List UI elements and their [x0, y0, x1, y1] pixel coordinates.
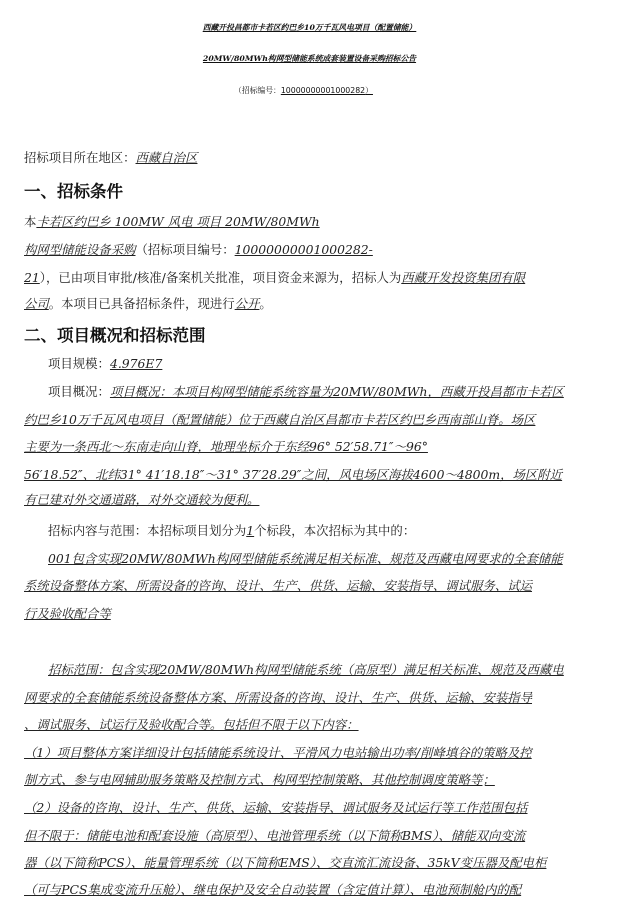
scope-item-2a: （2）设备的咨询、设计、生产、供货、运输、安装指导、调试服务及试运行等工作范围包括 [24, 800, 528, 815]
section1-heading: 一、招标条件 [24, 182, 123, 201]
cond-text: 。 [259, 296, 272, 311]
overview-line-2: 约巴乡10万千瓦风电项目（配置储能）位于西藏自治区昌都市卡若区约巴乡西南部山脊。场区 [24, 412, 536, 427]
cond-line-2 [24, 240, 373, 260]
region-value: 西藏自治区 [135, 150, 198, 165]
bid-method: 公开 [234, 296, 260, 311]
bid-section-line-3: 行及验收配合等 [24, 606, 111, 621]
bid-number-suffix: ） [365, 86, 373, 95]
overview-text: 项目概况：本项目构网型储能系统容量为20MW/80MWh，西藏开投昌都市卡若区 [109, 384, 564, 399]
overview-line-5: 有已建对外交通道路，对外交通较为便利。 [24, 492, 260, 507]
scope-line-3: 、调试服务、试运行及验收配合等。包括但不限于以下内容： [24, 717, 359, 732]
cond-text: 本 [24, 214, 37, 229]
tenderer-name: 西藏开发投资集团有限 [401, 270, 526, 285]
title-line-1: 西藏开投昌都市卡若区约巴乡10万千瓦风电项目（配置储能） [202, 23, 417, 32]
bid-section-line-1: 001包含实现20MW/80MWh构网型储能系统满足相关标准、规范及西藏电网要求的全套储能 [48, 551, 563, 566]
scope-item-2c: 器（以下简称PCS）、能量管理系统（以下简称EMS）、交直流汇流设备、35kV变压器及配电柜 [24, 855, 547, 870]
cond-text: （招标项目编号： [135, 242, 235, 257]
scope-line-2: 网要求的全套储能系统设备整体方案、所需设备的咨询、设计、生产、供货、运输、安装指导 [24, 690, 533, 705]
title-line-2: 20MW/80MWh构网型储能系统成套装置设备采购招标公告 [202, 54, 417, 63]
cond-line-3 [24, 268, 525, 288]
project-name: 卡若区约巴乡 100MW 风电 项目 20MW/80MWh [36, 214, 320, 229]
scope-item-2b: 但不限于：储能电池和配套设施（高原型）、电池管理系统（以下简称BMS）、储能双向变流 [24, 828, 526, 843]
scope-item-1b: 制方式、参与电网辅助服务策略及控制方式、构网型控制策略、其他控制调度策略等； [24, 772, 495, 787]
region-label: 招标项目所在地区： [24, 150, 136, 165]
overview-line-4: 56′18.52″、北纬31° 41′18.18″～31° 37′28.29″之间，风电场区海拔4600～4800m，场区附近 [24, 467, 563, 482]
cond-text: 。本项目已具备招标条件，现进行 [48, 296, 235, 311]
overview-label: 项目概况： [48, 384, 110, 399]
lot-count: 1 [246, 523, 255, 538]
scope-line-1: 招标范围：包含实现20MW/80MWh构网型储能系统（高原型）满足相关标准、规范及西藏电 [48, 662, 564, 677]
bid-number-prefix: （招标编号： [234, 86, 281, 95]
bid-number-value: 10000000001000282 [280, 86, 366, 95]
scope-item-2d: （可与PCS集成变流升压舱）、继电保护及安全自动装置（含定值计算）、电池预制舱内的配 [24, 882, 522, 897]
project-code-cont: 21 [24, 270, 40, 285]
overview-line-3: 主要为一条西北～东南走向山脊，地理坐标介于东经96° 52′58.71″～96° [24, 439, 428, 454]
overview-line-1 [48, 382, 564, 402]
scale-label: 项目规模： [48, 356, 110, 371]
project-code: 10000000001000282- [234, 242, 373, 257]
scale-value: 4.976E7 [109, 356, 163, 371]
bid-section-line-2: 系统设备整体方案、所需设备的咨询、设计、生产、供货、运输、安装指导、调试服务、试运 [24, 578, 533, 593]
content-line [48, 521, 415, 541]
tenderer-name-cont: 公司 [24, 296, 49, 311]
content-text: 招标内容与范围：本招标项目划分为 [48, 523, 247, 538]
region-line [24, 148, 197, 168]
cond-line-1 [24, 212, 320, 232]
scope-item-1a: （1）项目整体方案详细设计包括储能系统设计、平滑风力电站输出功率/削峰填谷的策略及控 [24, 745, 532, 760]
cond-line-4 [24, 294, 272, 314]
scale-line [48, 354, 162, 374]
title-bid-number [0, 85, 613, 96]
content-text: 个标段，本次招标为其中的： [254, 523, 416, 538]
cond-text: ），已由项目审批/核准/备案机关批准，项目资金来源为，招标人为 [39, 270, 402, 285]
project-name-cont: 构网型储能设备采购 [24, 242, 136, 257]
section2-heading: 二、项目概况和招标范围 [24, 326, 206, 345]
